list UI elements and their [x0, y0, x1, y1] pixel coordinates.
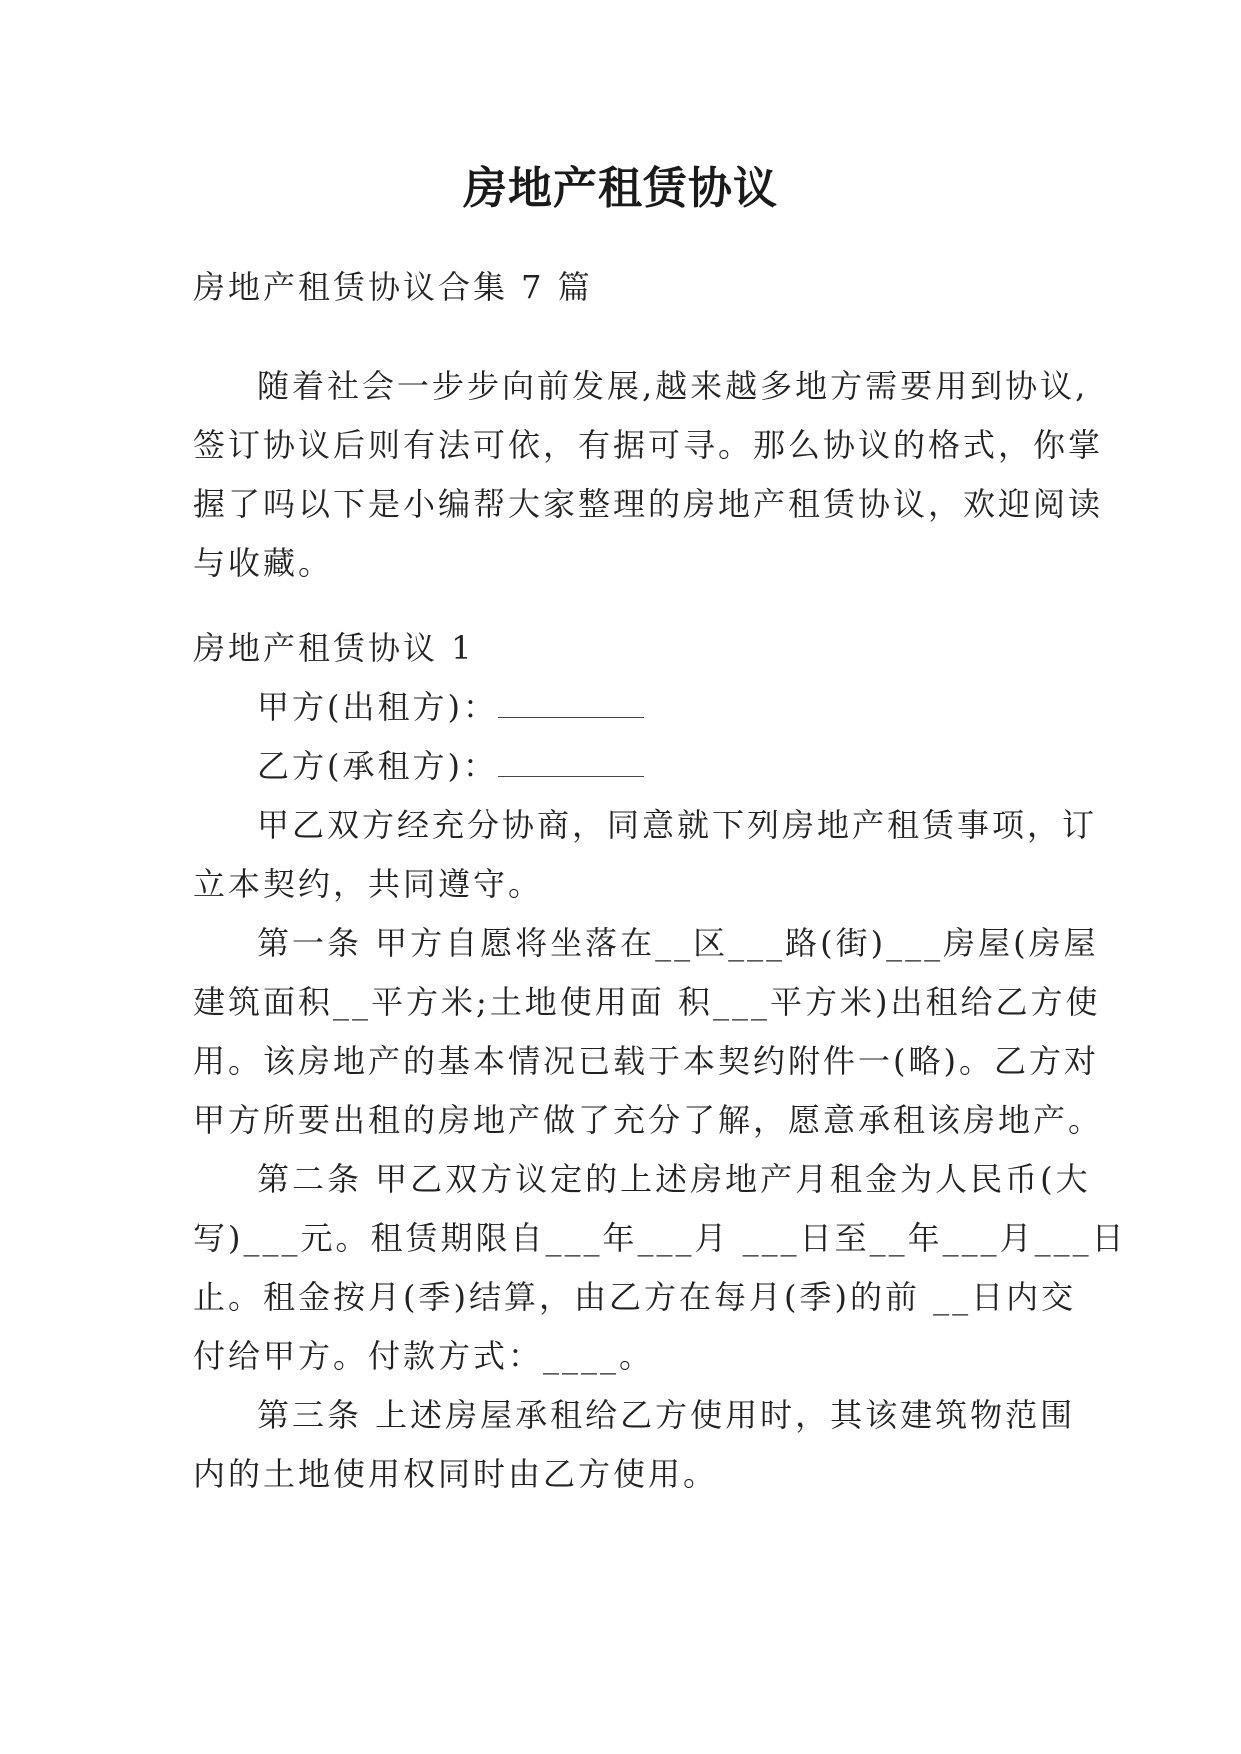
section-heading: 房地产租赁协议 1	[193, 629, 475, 667]
article-3-line: 内的土地使用权同时由乙方使用。	[193, 1455, 719, 1493]
article-1-line: 第一条 甲方自愿将坐落在__区___路(街)___房屋(房屋	[257, 924, 1099, 962]
document-title: 房地产租赁协议	[463, 163, 778, 214]
intro-line: 与收藏。	[193, 544, 334, 582]
article-2-line: 第二条 甲乙双方议定的上述房地产月租金为人民币(大	[257, 1160, 1091, 1198]
intro-paragraph	[193, 357, 1104, 593]
article-1-line: 用。该房地产的基本情况已载于本契约附件一(略)。乙方对	[193, 1042, 1099, 1080]
agreement-1	[193, 619, 1127, 1504]
article-1-line: 甲方所要出租的房地产做了充分了解，愿意承租该房地产。	[193, 1101, 1104, 1139]
preamble-line: 甲乙双方经充分协商，同意就下列房地产租赁事项，订	[257, 806, 1098, 844]
party-b-label: 乙方(承租方)：	[257, 747, 498, 785]
intro-line: 握了吗以下是小编帮大家整理的房地产租赁协议，欢迎阅读	[193, 485, 1104, 523]
article-3-line: 第三条 上述房屋承租给乙方使用时，其该建筑物范围	[257, 1396, 1076, 1434]
intro-block	[193, 258, 1063, 317]
article-2-line: 写)___元。租赁期限自___年___月 ___日至__年___月___日	[193, 1219, 1127, 1257]
collection-subtitle: 房地产租赁协议合集 7 篇	[193, 268, 593, 306]
intro-line: 随着社会一步步向前发展,越来越多地方需要用到协议,	[257, 367, 1089, 405]
article-2-line: 止。租金按月(季)结算，由乙方在每月(季)的前 __日内交	[193, 1278, 1077, 1316]
party-a-label: 甲方(出租方)：	[257, 688, 498, 726]
party-b-blank	[498, 742, 644, 777]
party-b-line	[193, 737, 1063, 796]
party-a-blank	[498, 683, 644, 718]
party-a-line	[193, 678, 1063, 737]
article-2-line: 付给甲方。付款方式：____。	[193, 1337, 655, 1375]
preamble-line: 立本契约，共同遵守。	[193, 865, 544, 903]
article-1-line: 建筑面积__平方米;土地使用面 积___平方米)出租给乙方使	[193, 983, 1101, 1021]
intro-line: 签订协议后则有法可依，有据可寻。那么协议的格式，你掌	[193, 426, 1104, 464]
